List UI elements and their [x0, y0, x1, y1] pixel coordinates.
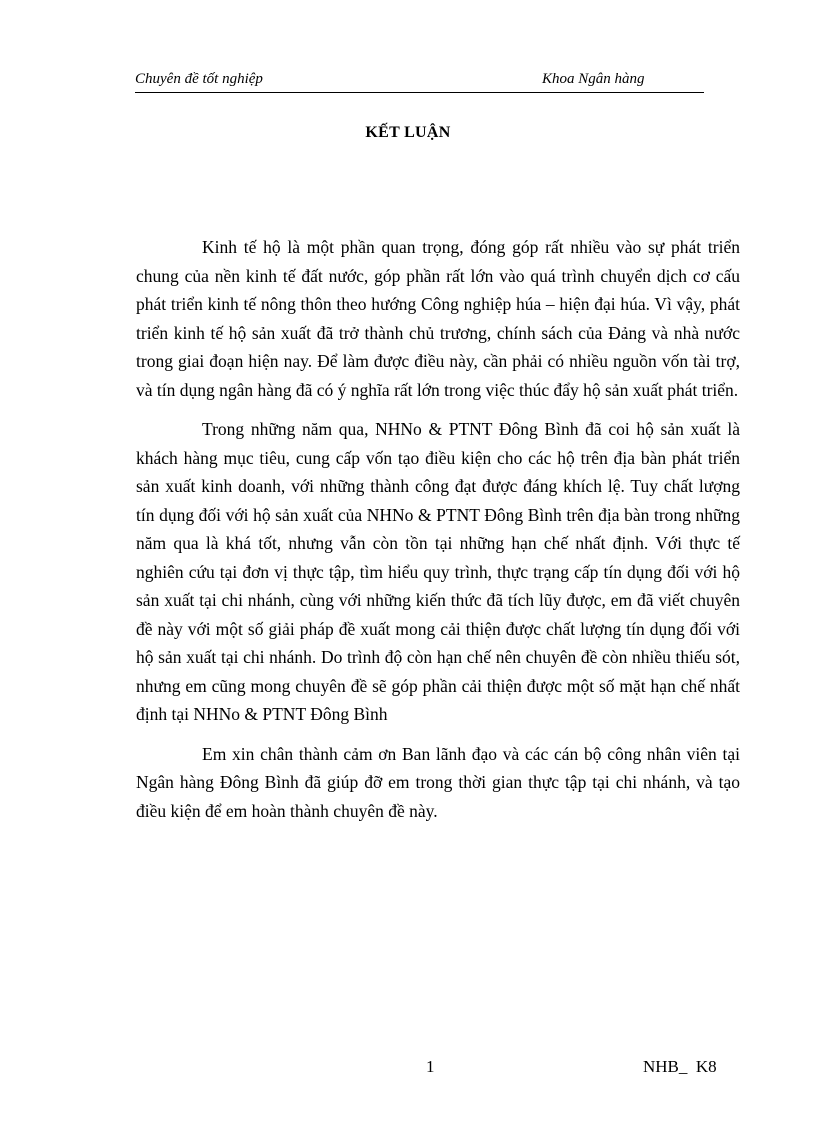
paragraph-thanks: Em xin chân thành cảm ơn Ban lãnh đạo và các cán bộ công nhân viên tại Ngân hàng Đông Bình đã giúp đỡ em trong thời gian thực tập tại chi nhánh, và tạo điều kiện để em hoàn thành chuyên đề này.	[136, 743, 740, 821]
header-document-type: Chuyên đề tốt nghiệp	[135, 71, 263, 87]
page-number: 1	[426, 1057, 435, 1076]
paragraph-main: Trong những năm qua, NHNo & PTNT Đông Bình đã coi hộ sản xuất là khách hàng mục tiêu, cung cấp vốn tạo điều kiện cho các hộ trên địa bàn phát triển sản xuất kinh doanh, với những thành công đạt được đáng khích lệ. Tuy chất lượng tín dụng đối với hộ sản xuất của NHNo & PTNT Đông Bình trên địa bàn trong những năm qua là khá tốt, nhưng vẫn còn tồn tại những hạn chế nhất định. Với thực tế nghiên cứu tại đơn vị thực tập, tìm hiểu quy trình, thực trạng cấp tín dụng đối với hộ sản xuất tại chi nhánh, cùng với những kiến thức đã tích lũy được, em đã viết chuyên đề này với một số giải pháp đề xuất mong cải thiện được chất lượng tín dụng đối với hộ sản xuất tại chi nhánh. Do trình độ còn hạn chế nên chuyên đề còn nhiều thiếu sót, nhưng em cũng mong chuyên đề sẽ góp phần cải thiện được một số mặt hạn chế nhất định tại NHNo & PTNT Đông Bình	[136, 419, 740, 724]
page-header	[135, 70, 704, 93]
paragraph-intro: Kinh tế hộ là một phần quan trọng, đóng góp rất nhiều vào sự phát triển chung của nền kinh tế đất nước, góp phần rất lớn vào quá trình chuyển dịch cơ cấu phát triển kinh tế nông thôn theo hướng Công nghiệp húa – hiện đại húa. Vì vậy, phát triển kinh tế hộ sản xuất đã trở thành chủ trương, chính sách của Đảng và nhà nước trong giai đoạn hiện nay. Để làm được điều này, cần phải có nhiều nguồn vốn tài trợ, và tín dụng ngân hàng đã có ý nghĩa rất lớn trong việc thúc đẩy hộ sản xuất phát triển.	[136, 237, 740, 400]
page-title: KẾT LUẬN	[365, 124, 451, 141]
conclusion-body	[136, 233, 740, 825]
footer-code: NHB_ K8	[643, 1057, 717, 1076]
header-faculty: Khoa Ngân hàng	[542, 71, 645, 87]
